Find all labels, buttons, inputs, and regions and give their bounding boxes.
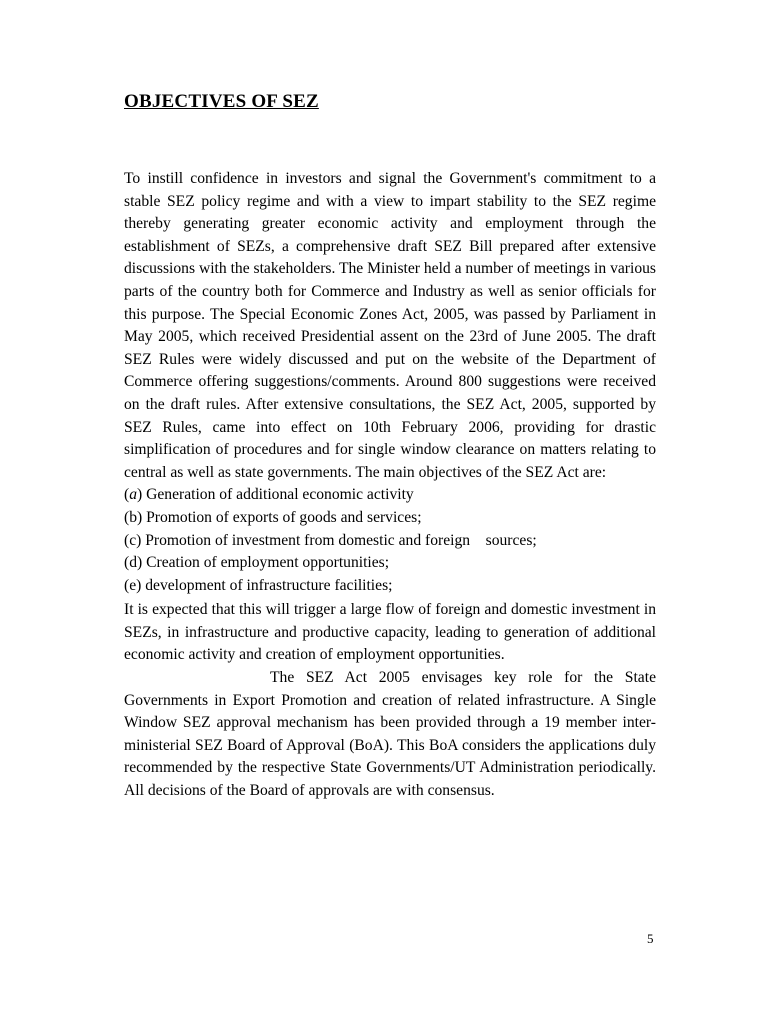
page-number: 5 — [647, 931, 654, 946]
page-title: OBJECTIVES OF SEZ — [124, 91, 319, 112]
list-marker-open: ( — [124, 508, 130, 526]
list-marker-open: ( — [124, 576, 130, 594]
list-item — [124, 530, 656, 553]
list-marker-close: ) — [136, 576, 142, 594]
list-marker-close: ) — [136, 531, 142, 549]
list-item-text: Creation of employment opportunities; — [142, 554, 390, 572]
list-marker-close: ) — [137, 508, 143, 526]
expected-paragraph: It is expected that this will trigger a large flow of foreign and domestic investment in SEZs, in infrastructure and productive capacity, leading to generation of additional economic activity and creation of employment opportunities. — [124, 601, 656, 664]
intro-paragraph: To instill confidence in investors and signal the Government's commitment to a stable SEZ policy regime and with a view to impart stability to the SEZ regime thereby generating greater economic activity and employment through the establishment of SEZs, a comprehensive draft SEZ Bill prepared after extensive discussions with the stakeholders. The Minister held a number of meetings in various parts of the country both for Commerce and Industry as well as senior officials for this purpose. The Special Economic Zones Act, 2005, was passed by Parliament in May 2005, which received Presidential assent on the 23rd of June 2005. The draft SEZ Rules were widely discussed and put on the website of the Department of Commerce offering suggestions/comments. Around 800 suggestions were received on the draft rules. After extensive consultations, the SEZ Act, 2005, supported by SEZ Rules, came into effect on 10th February 2006, providing for drastic simplification of procedures and for single window clearance on matters relating to central as well as state governments. The main objectives of the SEZ Act are: — [124, 170, 656, 481]
list-item — [124, 575, 656, 598]
document-body — [124, 168, 656, 803]
list-marker-open: ( — [124, 531, 130, 549]
list-marker-close: ) — [137, 486, 143, 504]
objectives-list — [124, 484, 656, 597]
list-marker: a — [129, 486, 137, 504]
list-item — [124, 552, 656, 575]
list-marker-open: ( — [124, 554, 130, 572]
list-item-text: development of infrastructure facilities; — [141, 576, 393, 594]
list-item-text: Promotion of exports of goods and services; — [142, 508, 422, 526]
state-role-paragraph — [124, 667, 656, 803]
list-item-text: Promotion of investment from domestic and foreign sources; — [141, 531, 537, 549]
state-role-text: The SEZ Act 2005 envisages key role for the State Governments in Export Promotion and creation of related infrastructure. A Single Window SEZ approval mechanism has been provided through a 19 member inter-ministerial SEZ Board of Approval (BoA). This BoA considers the applications duly recommended by the respective State Governments/UT Administration periodically. All decisions of the Board of approvals are with consensus. — [124, 669, 656, 800]
list-marker-close: ) — [137, 554, 143, 572]
list-item — [124, 507, 656, 530]
list-item — [124, 484, 656, 507]
list-marker-open: ( — [124, 486, 130, 504]
list-marker: c — [129, 531, 137, 549]
list-marker: b — [129, 508, 137, 526]
list-marker: d — [129, 554, 137, 572]
list-marker: e — [129, 576, 137, 594]
list-item-text: Generation of additional economic activity — [142, 486, 414, 504]
